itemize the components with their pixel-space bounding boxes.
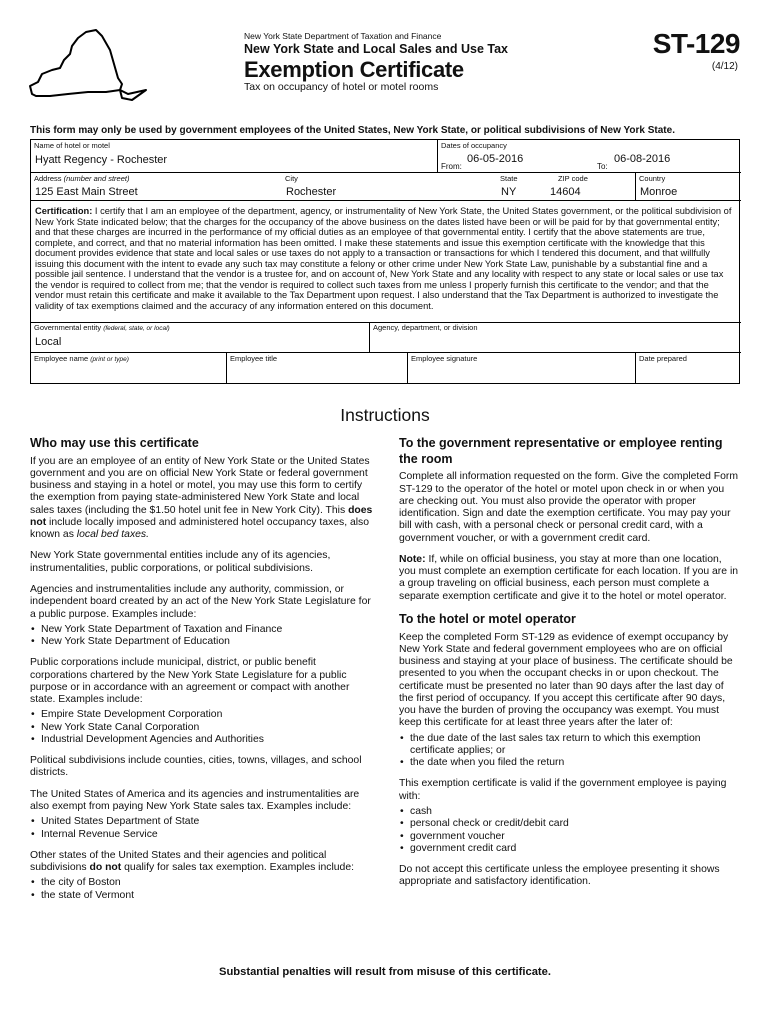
- form-title-line1: New York State and Local Sales and Use Tax: [244, 42, 508, 56]
- agencies-paragraph: Agencies and instrumentalities include any authority, commission, or independent board created by an act of the New York State Legislature for a public purpose. Examples include:: [30, 584, 371, 620]
- state-value: NY: [501, 186, 517, 198]
- to-date-value: 06-08-2016: [614, 153, 671, 165]
- list-item: • cash: [399, 806, 740, 818]
- instructions-left-column: [30, 436, 375, 911]
- city-label: City: [285, 174, 298, 183]
- gov-entity-value: Local: [35, 336, 62, 348]
- from-label: From:: [441, 162, 462, 171]
- employee-name-field[interactable]: [31, 353, 227, 384]
- public-corporations-paragraph: Public corporations include municipal, district, or public benefit corporations chartered by the New York State Legislature for a public purpose or in accordance with an agreement or compact with another state. Examples include:: [30, 657, 350, 706]
- city-value: Rochester: [286, 186, 337, 198]
- hotel-name-label: Name of hotel or motel: [34, 141, 110, 150]
- who-may-use-heading: Who may use this certificate: [30, 436, 199, 450]
- list-item: • government voucher: [399, 831, 740, 843]
- date-prepared-field[interactable]: [636, 353, 741, 384]
- public-corporations-list: [30, 709, 375, 746]
- usage-notice: This form may only be used by government employees of the United States, New York State, or political subdivisions of New York State.: [30, 125, 675, 136]
- other-states-paragraph: Other states of the United States and their agencies and political subdivisions do not qualify for sales tax exemption. Examples include:: [30, 849, 354, 874]
- list-item: • New York State Canal Corporation: [30, 722, 375, 734]
- who-may-use-paragraph: If you are an employee of an entity of New York State or the United States government and you are on official New York State or federal government business and staying in a hotel or motel, you may use this form to certify the exemption from paying state-administered New York State and local sales taxes (including the $1.50 hotel unit fee in New York City). This does not include locally imposed and administered hotel occupancy taxes, also known as local bed taxes.: [30, 455, 373, 541]
- operator-list: [399, 733, 740, 770]
- list-item: • Internal Revenue Service: [30, 829, 375, 841]
- payment-methods-list: [399, 806, 740, 855]
- list-item: • the date when you filed the return: [399, 757, 740, 769]
- employee-signature-label: Employee signature: [411, 354, 478, 363]
- hotel-operator-heading: To the hotel or motel operator: [399, 611, 576, 626]
- list-item: • the state of Vermont: [30, 890, 375, 902]
- other-states-list: [30, 877, 375, 902]
- from-date-value: 06-05-2016: [467, 153, 524, 165]
- state-field[interactable]: [497, 173, 533, 201]
- zip-value: 14604: [550, 186, 581, 198]
- form-subtitle: Tax on occupancy of hotel or motel rooms: [244, 81, 439, 93]
- form-revision: (4/12): [711, 61, 738, 72]
- instructions-title: Instructions: [340, 405, 430, 425]
- operator-paragraph: Keep the completed Form ST-129 as evidence of exempt occupancy by New York State and federal government employees who are on official business and staying at your place of business. The certificate should be presented to you when the occupant checks in or upon checkout. The certificate must be presented no later than 90 days after the last day of the first period of occupancy. If you accept this certificate after 90 days, you have the burden of proving the occupancy was exempt. You must keep this certificate for at least three years after the later of:: [399, 631, 733, 729]
- country-field[interactable]: [636, 173, 741, 201]
- list-item: • the due date of the last sales tax return to which this exemption certificate applies; or: [399, 733, 740, 758]
- governmental-entity-field[interactable]: [31, 322, 370, 353]
- zip-label: ZIP code: [558, 174, 588, 183]
- address-value: 125 East Main Street: [35, 186, 138, 198]
- dates-of-occupancy-field[interactable]: [438, 140, 741, 173]
- list-item: • New York State Department of Education: [30, 636, 375, 648]
- dates-label: Dates of occupancy: [441, 141, 507, 150]
- country-value: Monroe: [640, 186, 678, 198]
- agency-field[interactable]: [370, 322, 741, 353]
- government-representative-heading: To the government representative or employee renting the room: [399, 436, 723, 466]
- governmental-entities-paragraph: New York State governmental entities include any of its agencies, instrumentalities, public corporations, or political subdivisions.: [30, 550, 331, 574]
- united-states-paragraph: The United States of America and its agencies and instrumentalities are also exempt from paying New York State sales tax. Examples include:: [30, 788, 360, 812]
- gov-entity-label: Governmental entity (federal, state, or local): [34, 323, 170, 332]
- employee-name-label: Employee name (print or type): [34, 354, 129, 363]
- employee-title-field[interactable]: [227, 353, 408, 384]
- employee-title-label: Employee title: [230, 354, 278, 363]
- penalty-notice: Substantial penalties will result from misuse of this certificate.: [219, 966, 551, 978]
- zip-field[interactable]: [533, 173, 636, 201]
- employee-signature-field[interactable]: [408, 353, 636, 384]
- list-item: • New York State Department of Taxation and Finance: [30, 624, 375, 636]
- state-label: State: [500, 174, 518, 183]
- new-york-state-map-icon: [28, 24, 228, 106]
- department-name: New York State Department of Taxation and Finance: [244, 31, 442, 41]
- hotel-name-value: Hyatt Regency - Rochester: [35, 154, 168, 166]
- valid-payment-paragraph: This exemption certificate is valid if the government employee is paying with:: [399, 778, 727, 802]
- list-item: • United States Department of State: [30, 816, 375, 828]
- instructions-right-column: [399, 436, 740, 898]
- note-paragraph: Note: If, while on official business, you stay at more than one location, you must complete an exemption certificate for each location. If you are in a group traveling on official business, each person must complete a separate exemption certificate and give it to the hotel or motel operator.: [399, 553, 739, 602]
- date-prepared-label: Date prepared: [639, 354, 687, 363]
- agencies-list: [30, 624, 375, 649]
- list-item: • Empire State Development Corporation: [30, 709, 375, 721]
- country-label: Country: [639, 174, 666, 183]
- list-item: • the city of Boston: [30, 877, 375, 889]
- certificate-form: [30, 139, 740, 384]
- city-field[interactable]: [282, 173, 497, 201]
- to-label: To:: [597, 162, 608, 171]
- form-number: ST-129: [652, 28, 740, 59]
- representative-paragraph: Complete all information requested on the form. Give the completed Form ST-129 to the operator of the hotel or motel upon check in or when you are checking out. You must also provide the operator with proper identification. Sign and date the exemption certificate. You may pay your bill with cash, with a personal check or personal credit card, with a government voucher, or with a government credit card.: [399, 471, 739, 544]
- address-field[interactable]: [31, 173, 282, 201]
- address-label: Address (number and street): [34, 174, 130, 183]
- agency-label: Agency, department, or division: [373, 323, 478, 332]
- identification-paragraph: Do not accept this certificate unless the employee presenting it shows appropriate and satisfactory identification.: [399, 864, 720, 888]
- list-item: • government credit card: [399, 843, 740, 855]
- list-item: • Industrial Development Agencies and Authorities: [30, 734, 375, 746]
- united-states-list: [30, 816, 375, 841]
- political-subdivisions-paragraph: Political subdivisions include counties, cities, towns, villages, and school districts.: [30, 755, 362, 779]
- hotel-name-field[interactable]: [31, 140, 438, 173]
- certification-text: Certification: I certify that I am an employee of the department, agency, or instrumentality of New York State, the United States government, or the political subdivision of New York State indicated below; that the charges for the occupancy of the above business on the dates listed have been or will be paid for by that governmental entity; and that these charges are incurred in the performance of my official duties as an employee of that governmental entity. I certify that the above statements are true, complete, and correct, and that no material information has been omitted. I make these statements and issue this exemption certificate with the knowledge that this document provides evidence that state and local sales or use taxes do not apply to a transaction or transactions for which I tendered this document, and that willfully issuing this document with the intent to evade any such tax may constitute a felony or other crime under New York State Law, punishable by a substantial fine and a possible jail sentence. I understand that the vendor is a trustee for, and on account of, New York State and any locality with respect to any state or local sales or use tax the vendor is required to collect from me; that the vendor is required to collect such taxes from me unless I properly furnish this certificate to the vendor; and that the vendor must retain this certificate and make it available to the Tax Department upon request. I also understand that the Tax Department is authorized to investigate the validity of tax exemptions claimed and the accuracy of any information entered on this document.: [35, 206, 732, 311]
- form-title-line2: Exemption Certificate: [244, 57, 464, 82]
- list-item: • personal check or credit/debit card: [399, 818, 740, 830]
